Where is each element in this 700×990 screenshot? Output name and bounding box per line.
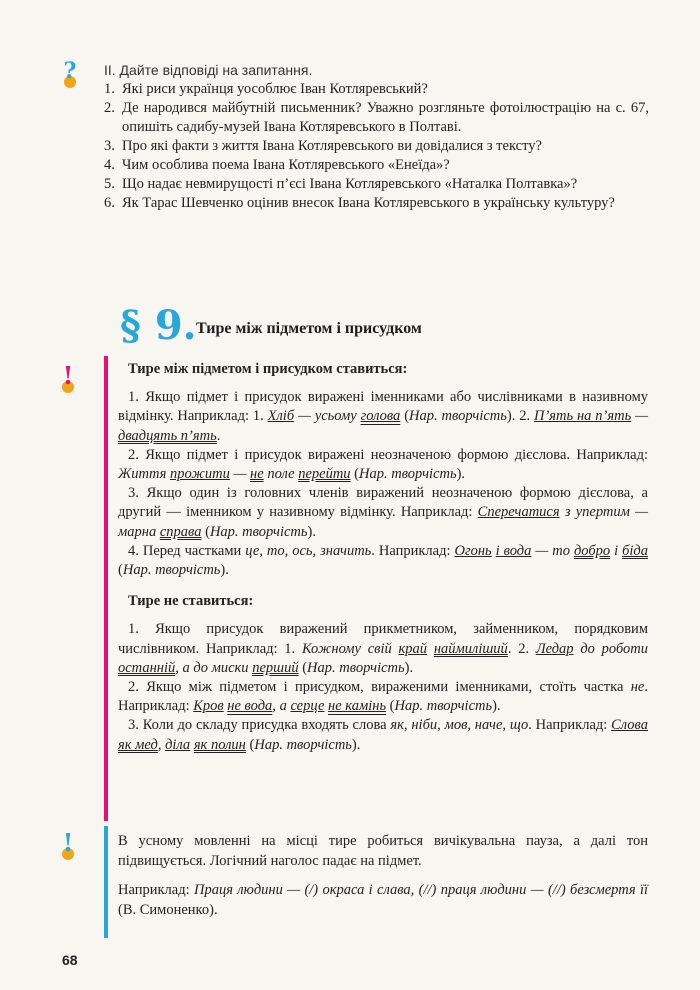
list-item: 5. Що надає невмирущості п’єсі Івана Котляревського «Наталка Полтавка»? bbox=[104, 176, 578, 192]
question-icon bbox=[60, 58, 80, 90]
svg-text:!: ! bbox=[62, 361, 74, 390]
section-number: § 9. bbox=[120, 302, 197, 349]
note-example: Наприклад: Праця людини — (/) окраса і слава, (//) праця людини — (//) безсмертя її (В. Симоненко). bbox=[118, 882, 649, 918]
svg-text:?: ? bbox=[63, 58, 77, 84]
svg-text:!: ! bbox=[62, 828, 74, 857]
rules-body bbox=[118, 360, 648, 755]
questions-header: ІІ. Дайте відповіді на запитання. bbox=[104, 62, 313, 78]
list-item: 1. Які риси українця уособлює Іван Котляревський? bbox=[104, 81, 428, 97]
exclamation-icon bbox=[58, 360, 78, 396]
rule-accent-bar bbox=[104, 356, 108, 821]
rule-item: 4. Перед частками це, то, ось, значить. Наприклад: Огонь і вода — то добро і біда (Нар. творчість). bbox=[118, 542, 649, 579]
rule-item: 1. Якщо присудок виражений прикметником, займенником, порядковим числівником. Наприклад: 1. Кожному свій край наймиліший. 2. Ледар до роботи останній, а до миски перший (Нар. творчість). bbox=[118, 621, 649, 676]
list-item: 6. Як Тарас Шевченко оцінив внесок Івана Котляревського в українську культуру? bbox=[104, 195, 615, 211]
page-number: 68 bbox=[62, 952, 78, 968]
section-title: Тире між підметом і присудком bbox=[196, 320, 422, 337]
questions-list bbox=[104, 80, 649, 213]
rule-heading-not: Тире не ставиться: bbox=[128, 593, 254, 610]
rule-item: 3. Якщо один із головних членів виражений неозначеною формою дієслова, а другий — іменником у називному відмінку. Наприклад: Сперечатися з упертим — марна справа (Нар. творчість). bbox=[118, 485, 648, 540]
list-item: 2. Де народився майбутній письменник? Уважно розгляньте фотоілюстрацію на с. 67, опишіть садибу-музей Івана Котляревського в Полтаві. bbox=[104, 100, 649, 135]
note-accent-bar bbox=[104, 826, 108, 938]
exclamation-icon bbox=[58, 828, 78, 862]
rule-item: 3. Коли до складу присудка входять слова як, ніби, мов, наче, що. Наприклад: Слова як мед, діла як полин (Нар. творчість). bbox=[118, 717, 648, 753]
note-text: В усному мовленні на місці тире робиться вичікувальна пауза, а далі тон підвищується. Логічний наголос падає на підмет. bbox=[118, 833, 648, 869]
list-item: 3. Про які факти з життя Івана Котляревського ви довідалися з тексту? bbox=[104, 138, 542, 154]
rule-item: 1. Якщо підмет і присудок виражені іменниками або числівниками в називному відмінку. Наприклад: 1. Хліб — усьому голова (Нар. творчість). 2. П’ять на п’ять — двадцять п’ять. bbox=[118, 389, 648, 444]
rule-heading-put: Тире між підметом і присудком ставиться: bbox=[128, 361, 408, 377]
rule-item: 2. Якщо підмет і присудок виражені неозначеною формою дієслова. Наприклад: Життя прожити — не поле перейти (Нар. творчість). bbox=[118, 446, 648, 483]
rule-item: 2. Якщо між підметом і присудком, вираженими іменниками, стоїть частка не. Наприклад: Кров не вода, а серце не камінь (Нар. творчість). bbox=[118, 679, 648, 715]
list-item: 4. Чим особлива поема Івана Котляревського «Енеїда»? bbox=[104, 157, 450, 173]
note-body bbox=[118, 832, 648, 920]
